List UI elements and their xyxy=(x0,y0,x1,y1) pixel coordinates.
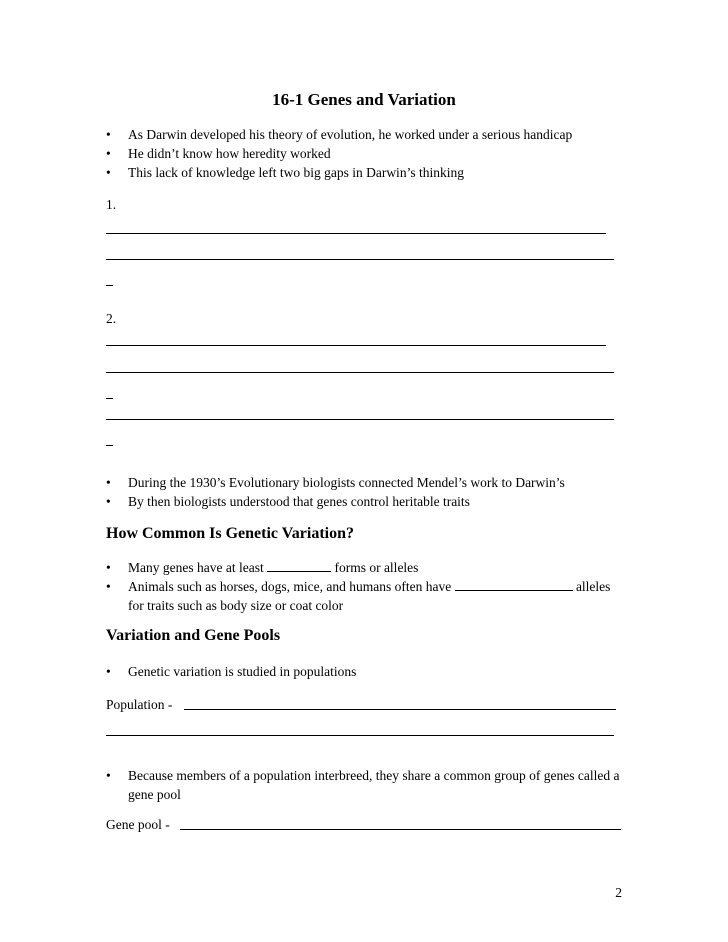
bullet-text: This lack of knowledge left two big gaps in Darwin’s thinking xyxy=(128,165,464,180)
intro-bullet-3 xyxy=(106,163,626,182)
bullet-text-after-blank: alleles for traits such as body size or coat color xyxy=(128,579,611,613)
bullet-icon: • xyxy=(106,165,111,180)
bullet-icon: • xyxy=(106,768,111,783)
intro-bullet-1 xyxy=(106,125,626,144)
bullet-text-after-blank: forms or alleles xyxy=(334,560,419,575)
variation-bullet-2 xyxy=(106,577,626,615)
gap-1-label: 1. xyxy=(106,197,117,212)
bullet-icon: • xyxy=(106,560,111,575)
bullet-text xyxy=(128,577,626,615)
gap-1-blank-dash[interactable] xyxy=(106,285,113,286)
gene-pool-label: Gene pool - xyxy=(106,817,170,832)
bullet-text xyxy=(128,558,626,577)
gene-pool-definition-blank[interactable] xyxy=(180,829,621,830)
bullet-icon: • xyxy=(106,579,111,594)
section-heading-gene-pools: Variation and Gene Pools xyxy=(106,627,281,644)
intro-bullet-2 xyxy=(106,144,626,163)
alleles-type-blank[interactable] xyxy=(455,578,573,591)
gap-2-blank-line-3[interactable] xyxy=(106,419,614,420)
population-definition-blank-1[interactable] xyxy=(184,709,616,710)
gap-1-blank-line-1[interactable] xyxy=(106,233,606,234)
bullet-icon: • xyxy=(106,664,111,679)
bullet-text-before-blank: Many genes have at least xyxy=(128,560,264,575)
bullet-icon: • xyxy=(106,475,111,490)
genepools-bullet-2 xyxy=(106,766,626,804)
gap-2-label: 2. xyxy=(106,311,117,326)
page-number: 2 xyxy=(615,885,622,900)
bullet-text: As Darwin developed his theory of evolution, he worked under a serious handicap xyxy=(128,127,573,142)
gap-2-blank-dash-1[interactable] xyxy=(106,398,113,399)
variation-bullet-1 xyxy=(106,558,626,577)
bullet-text-before-blank: Animals such as horses, dogs, mice, and humans often have xyxy=(128,579,452,594)
alleles-count-blank[interactable] xyxy=(267,559,331,572)
bullet-icon: • xyxy=(106,494,111,509)
bullet-text: By then biologists understood that genes control heritable traits xyxy=(128,494,470,509)
mid-bullet-2 xyxy=(106,492,626,511)
bullet-text: During the 1930’s Evolutionary biologists connected Mendel’s work to Darwin’s xyxy=(128,475,565,490)
bullet-icon: • xyxy=(106,146,111,161)
section-heading-variation: How Common Is Genetic Variation? xyxy=(106,525,354,542)
gap-2-blank-line-1[interactable] xyxy=(106,345,606,346)
mid-bullet-1 xyxy=(106,473,626,492)
bullet-text: Because members of a population interbreed, they share a common group of genes called a gene pool xyxy=(128,768,620,802)
genepools-bullet-1 xyxy=(106,662,626,681)
bullet-icon: • xyxy=(106,127,111,142)
gap-1-blank-line-2[interactable] xyxy=(106,259,614,260)
gap-2-blank-line-2[interactable] xyxy=(106,372,614,373)
population-label: Population - xyxy=(106,697,173,712)
page-title: 16-1 Genes and Variation xyxy=(272,90,456,109)
gap-2-blank-dash-2[interactable] xyxy=(106,445,113,446)
bullet-text: He didn’t know how heredity worked xyxy=(128,146,331,161)
bullet-text: Genetic variation is studied in populations xyxy=(128,664,357,679)
population-definition-blank-2[interactable] xyxy=(106,735,614,736)
